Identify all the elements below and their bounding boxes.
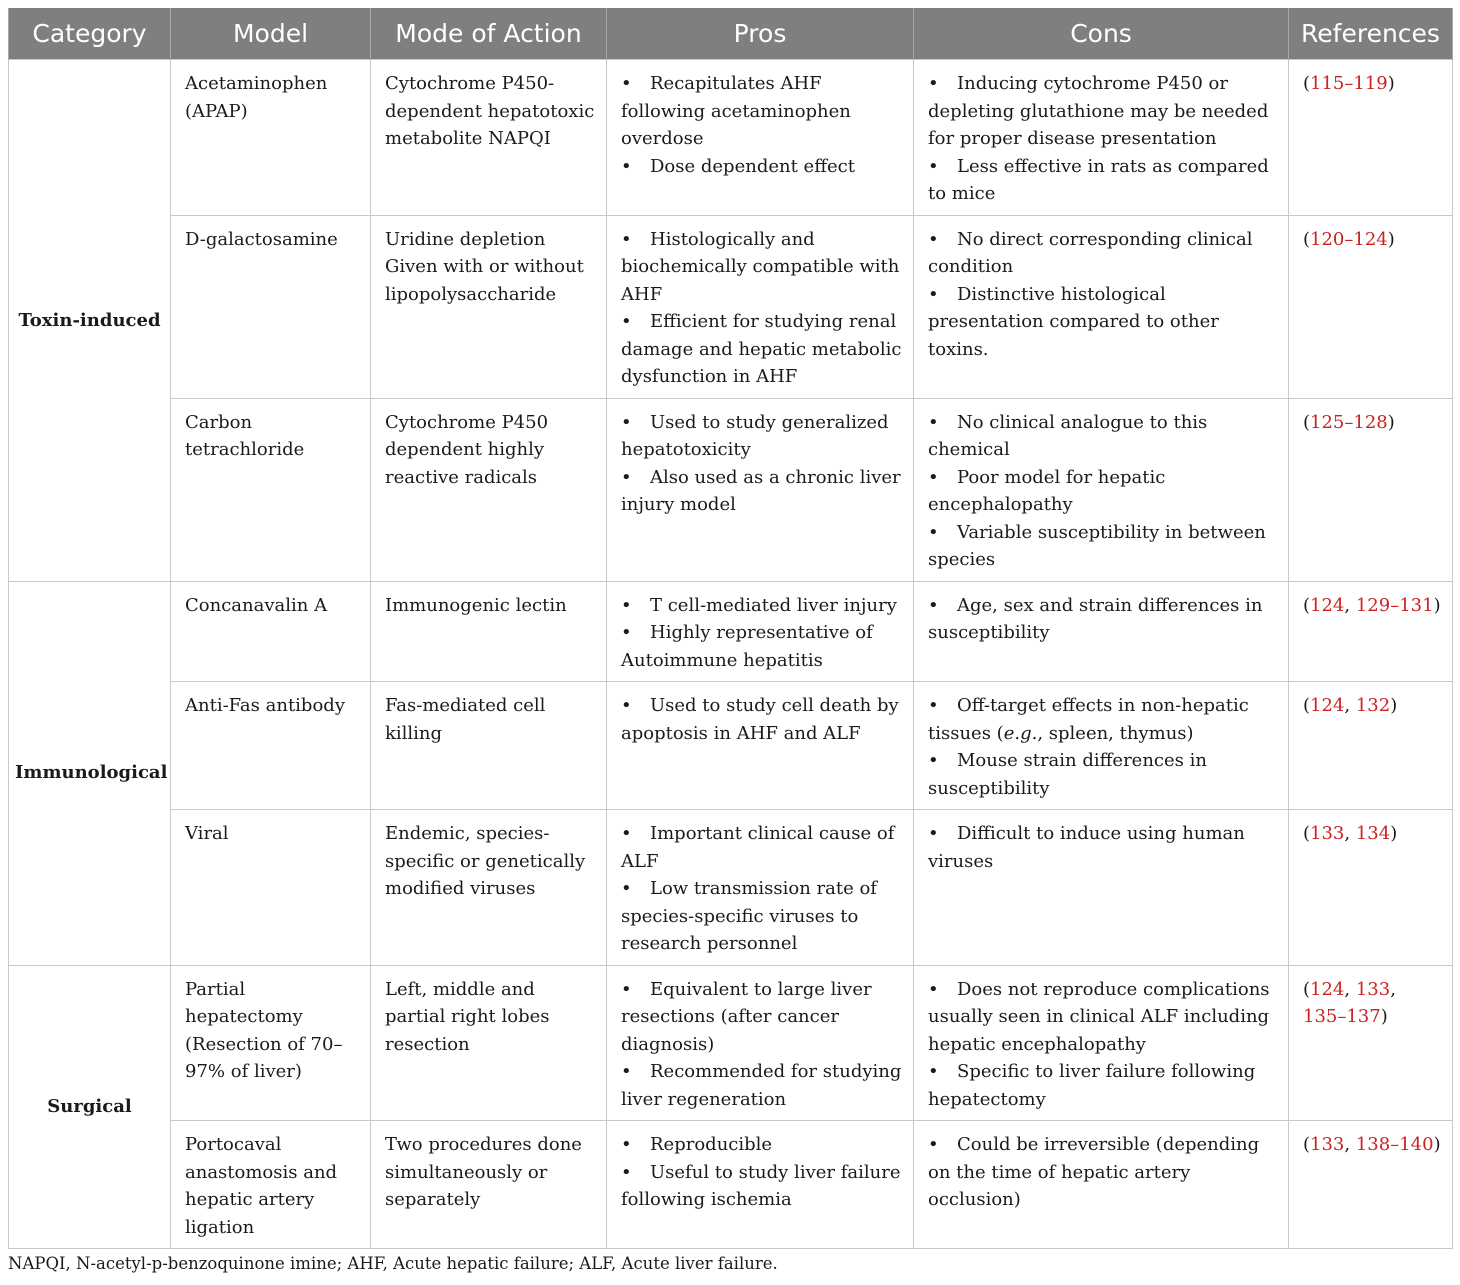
reference-punct: ( xyxy=(1303,978,1311,1000)
cons-list xyxy=(928,976,1278,1114)
category-cell: Toxin-induced xyxy=(9,60,171,582)
pros-cell xyxy=(607,682,914,810)
table-header xyxy=(9,8,1453,60)
references-cell xyxy=(1289,398,1453,581)
reference-link[interactable]: 135–137 xyxy=(1303,1006,1381,1027)
bullet-icon: • xyxy=(928,695,939,716)
pros-list xyxy=(621,1131,903,1214)
pro-item xyxy=(621,1131,903,1159)
table-row xyxy=(9,215,1453,398)
header-cons: Cons xyxy=(914,8,1289,60)
model-cell: Portocaval anastomosis and hepatic artery ligation xyxy=(171,1121,371,1249)
bullet-icon: • xyxy=(928,594,939,616)
reference-link[interactable]: 129–131 xyxy=(1355,594,1434,616)
pros-cell xyxy=(607,965,914,1121)
references-cell xyxy=(1289,60,1453,216)
cons-list xyxy=(928,592,1278,647)
mode-of-action-cell: Cytochrome P450-dependent hepatotoxic metabolite NAPQI xyxy=(371,60,607,216)
con-text: Could be irreversible (depending on the time of hepatic artery occlusion) xyxy=(928,1134,1260,1210)
cons-list xyxy=(928,692,1278,802)
table-row xyxy=(9,682,1453,810)
pro-item xyxy=(621,619,903,674)
reference-link[interactable]: 124 xyxy=(1310,978,1345,1000)
pro-text: Highly representative of Autoimmune hepatitis xyxy=(621,622,873,671)
reference-link[interactable]: 132 xyxy=(1355,695,1391,716)
header-references: References xyxy=(1289,8,1453,60)
reference-link[interactable]: 124 xyxy=(1310,695,1345,716)
pros-cell xyxy=(607,60,914,216)
cons-cell xyxy=(914,60,1289,216)
reference-punct: ) xyxy=(1433,1134,1441,1155)
pro-item xyxy=(621,1159,903,1214)
table-row xyxy=(9,810,1453,966)
bullet-icon: • xyxy=(621,978,632,1000)
cons-list xyxy=(928,409,1278,574)
pro-item xyxy=(621,592,903,620)
pros-list xyxy=(621,409,903,519)
references-cell xyxy=(1289,810,1453,966)
pro-text: Efficient for studying renal damage and hepatic metabolic dysfunction in AHF xyxy=(621,311,902,387)
reference-punct: ) xyxy=(1390,823,1398,844)
con-item xyxy=(928,226,1278,281)
con-text: Off-target effects in non-hepatic tissues (e.g., spleen, thymus) xyxy=(928,695,1249,744)
reference-punct: ( xyxy=(1303,411,1311,433)
pro-text: Used to study cell death by apoptosis in AHF and ALF xyxy=(621,695,899,744)
model-cell: Concanavalin A xyxy=(171,581,371,682)
bullet-icon: • xyxy=(928,283,939,305)
pros-cell xyxy=(607,398,914,581)
references-cell xyxy=(1289,215,1453,398)
cons-cell xyxy=(914,581,1289,682)
pro-item xyxy=(621,308,903,391)
cons-list xyxy=(928,820,1278,875)
con-item xyxy=(928,464,1278,519)
references-cell xyxy=(1289,1121,1453,1249)
reference-punct: ( xyxy=(1303,73,1311,94)
models-table xyxy=(8,8,1453,1249)
pro-text: Low transmission rate of species-specific viruses to research personnel xyxy=(621,878,877,954)
reference-punct: ( xyxy=(1303,1134,1311,1155)
reference-punct: , xyxy=(1344,978,1356,1000)
con-item xyxy=(928,976,1278,1059)
pros-list xyxy=(621,226,903,391)
reference-punct: ( xyxy=(1303,228,1311,250)
con-text: Poor model for hepatic encephalopathy xyxy=(928,466,1166,515)
reference-link[interactable]: 124 xyxy=(1310,594,1345,616)
pro-item xyxy=(621,153,903,181)
mode-of-action-cell: Endemic, species-specific or genetically modified viruses xyxy=(371,810,607,966)
reference-punct: ) xyxy=(1387,73,1395,94)
bullet-icon: • xyxy=(621,155,632,177)
pro-text: Recommended for studying liver regeneration xyxy=(621,1061,902,1110)
con-text: Difficult to induce using human viruses xyxy=(928,823,1245,872)
model-cell: Viral xyxy=(171,810,371,966)
pro-item xyxy=(621,820,903,875)
cons-cell xyxy=(914,965,1289,1121)
pro-text: Important clinical cause of ALF xyxy=(621,823,895,872)
bullet-icon: • xyxy=(928,155,939,177)
table-row xyxy=(9,1121,1453,1249)
header-category: Category xyxy=(9,8,171,60)
con-item xyxy=(928,1131,1278,1214)
pro-text: Useful to study liver failure following ischemia xyxy=(621,1161,901,1210)
con-text: Does not reproduce complications usually seen in clinical ALF including hepatic encephalopathy xyxy=(928,978,1270,1055)
cons-cell xyxy=(914,682,1289,810)
pro-text: Dose dependent effect xyxy=(650,155,855,177)
reference-punct: ) xyxy=(1387,228,1395,250)
references-cell xyxy=(1289,581,1453,682)
bullet-icon: • xyxy=(928,1134,939,1155)
header-model: Model xyxy=(171,8,371,60)
reference-punct: ) xyxy=(1380,1006,1388,1027)
reference-link[interactable]: 133 xyxy=(1355,978,1391,1000)
con-text: Age, sex and strain differences in susceptibility xyxy=(928,594,1263,643)
reference-link[interactable]: 115–119 xyxy=(1310,73,1388,94)
bullet-icon: • xyxy=(621,411,632,433)
bullet-icon: • xyxy=(928,73,939,94)
bullet-icon: • xyxy=(621,878,632,899)
category-cell: Surgical xyxy=(9,965,171,1249)
reference-punct: ) xyxy=(1390,695,1398,716)
reference-link[interactable]: 138–140 xyxy=(1355,1134,1434,1155)
pros-cell xyxy=(607,215,914,398)
pro-item xyxy=(621,976,903,1059)
con-item xyxy=(928,1058,1278,1113)
con-text: Less effective in rats as compared to mice xyxy=(928,155,1269,204)
header-mode-of-action: Mode of Action xyxy=(371,8,607,60)
table-row xyxy=(9,398,1453,581)
bullet-icon: • xyxy=(621,466,632,488)
bullet-icon: • xyxy=(621,73,632,94)
model-cell: Acetaminophen (APAP) xyxy=(171,60,371,216)
reference-punct: , xyxy=(1390,978,1396,1000)
cons-list xyxy=(928,1131,1278,1214)
bullet-icon: • xyxy=(928,1061,939,1082)
model-cell: Anti-Fas antibody xyxy=(171,682,371,810)
reference-link[interactable]: 134 xyxy=(1355,823,1391,844)
bullet-icon: • xyxy=(621,622,632,643)
bullet-icon: • xyxy=(928,411,939,433)
table-row xyxy=(9,965,1453,1121)
con-text: Mouse strain differences in susceptibility xyxy=(928,750,1207,799)
reference-punct: , xyxy=(1344,695,1356,716)
reference-punct: ) xyxy=(1433,594,1441,616)
pro-text: T cell-mediated liver injury xyxy=(650,594,897,616)
bullet-icon: • xyxy=(621,1061,632,1082)
pro-item xyxy=(621,70,903,153)
bullet-icon: • xyxy=(928,978,939,1000)
pro-item xyxy=(621,464,903,519)
con-text: Distinctive histological presentation compared to other toxins. xyxy=(928,283,1219,360)
mode-of-action-cell: Fas-mediated cell killing xyxy=(371,682,607,810)
table-body xyxy=(9,60,1453,1249)
reference-punct: ( xyxy=(1303,823,1311,844)
pro-item xyxy=(621,409,903,464)
bullet-icon: • xyxy=(621,1134,632,1155)
bullet-icon: • xyxy=(621,823,632,844)
pro-text: Histologically and biochemically compatible with AHF xyxy=(621,228,900,305)
cons-cell xyxy=(914,1121,1289,1249)
pro-item xyxy=(621,226,903,309)
references-cell xyxy=(1289,682,1453,810)
pro-text: Also used as a chronic liver injury model xyxy=(621,466,901,515)
con-item xyxy=(928,592,1278,647)
bullet-icon: • xyxy=(621,1161,632,1183)
table-row xyxy=(9,60,1453,216)
pros-cell xyxy=(607,810,914,966)
con-item xyxy=(928,519,1278,574)
mode-of-action-cell: Immunogenic lectin xyxy=(371,581,607,682)
table-row xyxy=(9,581,1453,682)
con-item xyxy=(928,409,1278,464)
pro-item xyxy=(621,875,903,958)
reference-punct: ( xyxy=(1303,594,1311,616)
bullet-icon: • xyxy=(621,695,632,716)
mode-of-action-cell: Two procedures done simultaneously or separately xyxy=(371,1121,607,1249)
bullet-icon: • xyxy=(621,594,632,616)
cons-cell xyxy=(914,810,1289,966)
con-text: No direct corresponding clinical condition xyxy=(928,228,1253,277)
model-cell: D-galactosamine xyxy=(171,215,371,398)
mode-of-action-cell: Cytochrome P450 dependent highly reactive radicals xyxy=(371,398,607,581)
header-row xyxy=(9,8,1453,60)
mode-of-action-cell: Left, middle and partial right lobes resection xyxy=(371,965,607,1121)
con-item xyxy=(928,153,1278,208)
pros-cell xyxy=(607,581,914,682)
bullet-icon: • xyxy=(621,311,632,332)
model-cell: Carbon tetrachloride xyxy=(171,398,371,581)
con-item xyxy=(928,692,1278,747)
con-text: Variable susceptibility in between species xyxy=(928,521,1266,570)
bullet-icon: • xyxy=(928,228,939,250)
pros-list xyxy=(621,820,903,958)
header-pros: Pros xyxy=(607,8,914,60)
cons-cell xyxy=(914,398,1289,581)
cons-cell xyxy=(914,215,1289,398)
pro-text: Recapitulates AHF following acetaminophen overdose xyxy=(621,73,851,149)
reference-punct: ( xyxy=(1303,695,1311,716)
table-footnote: NAPQI, N-acetyl-p-benzoquinone imine; AHF, Acute hepatic failure; ALF, Acute liver failure. xyxy=(8,1254,778,1273)
category-cell: Immunological xyxy=(9,581,171,965)
reference-link[interactable]: 133 xyxy=(1310,823,1345,844)
bullet-icon: • xyxy=(621,228,632,250)
reference-punct: , xyxy=(1344,594,1356,616)
mode-of-action-cell: Uridine depletion Given with or without lipopolysaccharide xyxy=(371,215,607,398)
pro-item xyxy=(621,1058,903,1113)
pro-item xyxy=(621,692,903,747)
reference-punct: , xyxy=(1344,823,1356,844)
con-item xyxy=(928,281,1278,364)
con-item xyxy=(928,747,1278,802)
con-item xyxy=(928,70,1278,153)
con-text: Specific to liver failure following hepatectomy xyxy=(928,1061,1256,1110)
pro-text: Equivalent to large liver resections (after cancer diagnosis) xyxy=(621,978,872,1055)
pros-list xyxy=(621,70,903,180)
bullet-icon: • xyxy=(928,823,939,844)
bullet-icon: • xyxy=(928,521,939,543)
reference-link[interactable]: 120–124 xyxy=(1310,228,1388,250)
model-cell: Partial hepatectomy (Resection of 70–97% of liver) xyxy=(171,965,371,1121)
bullet-icon: • xyxy=(928,750,939,771)
reference-punct: , xyxy=(1344,1134,1356,1155)
reference-link[interactable]: 125–128 xyxy=(1310,411,1388,433)
cons-list xyxy=(928,70,1278,208)
pros-list xyxy=(621,592,903,675)
pros-cell xyxy=(607,1121,914,1249)
con-text: No clinical analogue to this chemical xyxy=(928,411,1208,460)
reference-punct: ) xyxy=(1387,411,1395,433)
pros-list xyxy=(621,976,903,1114)
references-cell xyxy=(1289,965,1453,1121)
pro-text: Reproducible xyxy=(650,1134,773,1155)
bullet-icon: • xyxy=(928,466,939,488)
con-item xyxy=(928,820,1278,875)
cons-list xyxy=(928,226,1278,364)
con-text: Inducing cytochrome P450 or depleting glutathione may be needed for proper disease presentation xyxy=(928,73,1269,149)
reference-link[interactable]: 133 xyxy=(1310,1134,1345,1155)
pro-text: Used to study generalized hepatotoxicity xyxy=(621,411,889,460)
pros-list xyxy=(621,692,903,747)
